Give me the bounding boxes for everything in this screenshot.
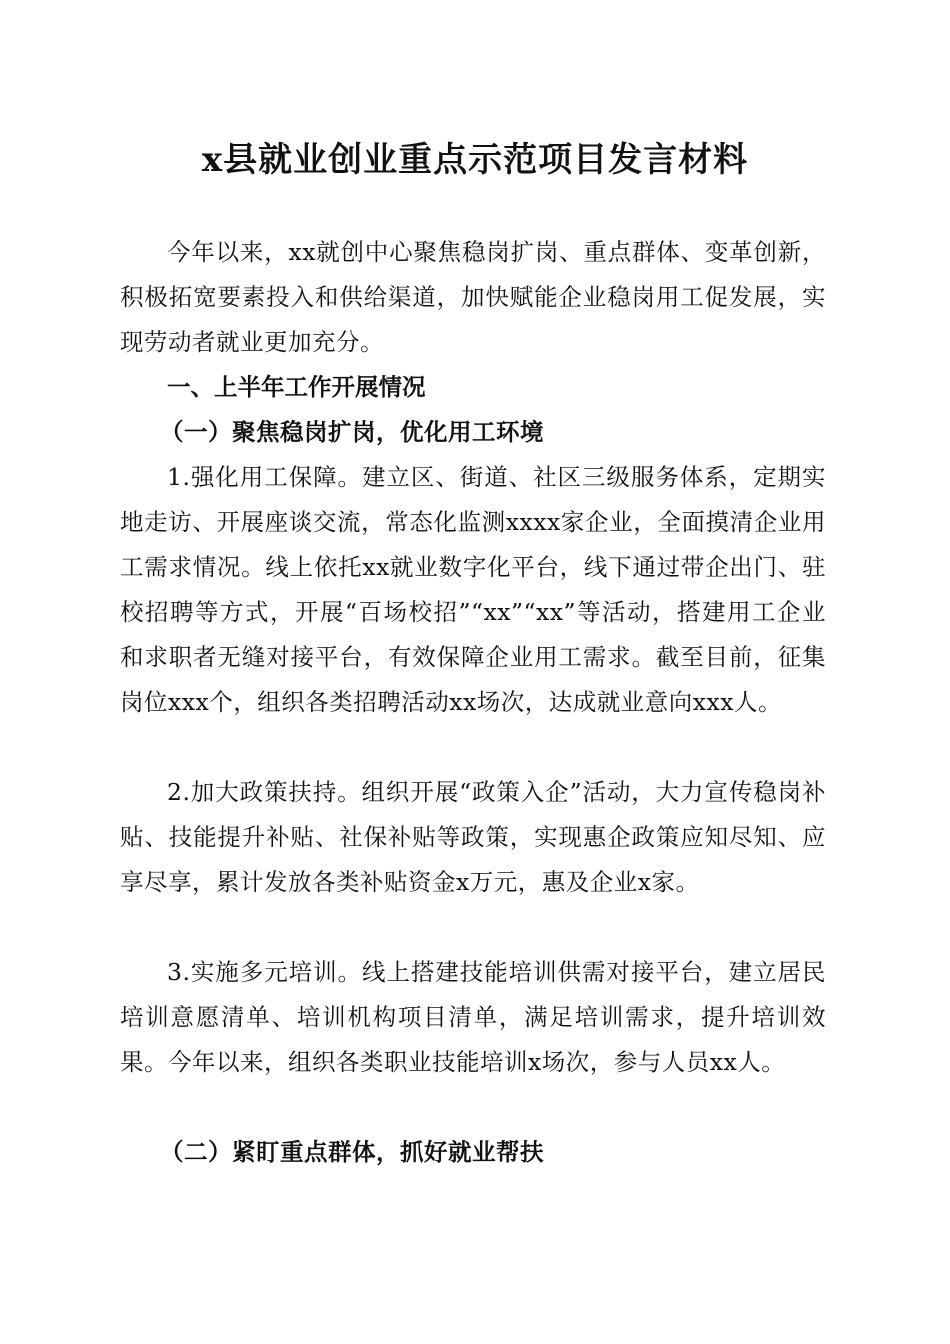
subsection1-heading: （一）聚焦稳岗扩岗，优化用工环境 [160,418,544,446]
intro-paragraph: 今年以来，xx就创中心聚焦稳岗扩岗、重点群体、变革创新，积极拓宽要素投入和供给渠道，加快赋能企业稳岗用工促发展，实现劳动者就业更加充分。 [120,238,826,356]
item1-paragraph: 1.强化用工保障。建立区、街道、社区三级服务体系，定期实地走访、开展座谈交流，常态化监测xxxx家企业，全面摸清企业用工需求情况。线上依托xx就业数字化平台，线下通过带企出门、驻校招聘等方式，开展“百场校招”“xx”“xx”等活动，搭建用工企业和求职者无缝对接平台，有效保障企业用工需求。截至目前，征集岗位xxx个，组织各类招聘活动xx场次，达成就业意向xxx人。 [120,463,826,716]
document-title: x县就业创业重点示范项目发言材料 [201,140,749,180]
item2-paragraph: 2.加大政策扶持。组织开展“政策入企”活动，大力宣传稳岗补贴、技能提升补贴、社保补贴等政策，实现惠企政策应知尽知、应享尽享，累计发放各类补贴资金x万元，惠及企业x家。 [120,778,826,896]
section1-heading: 一、上半年工作开展情况 [167,373,426,401]
subsection2-heading: （二）紧盯重点群体，抓好就业帮扶 [160,1138,544,1166]
item3-paragraph: 3.实施多元培训。线上搭建技能培训供需对接平台，建立居民培训意愿清单、培训机构项目清单，满足培训需求，提升培训效果。今年以来，组织各类职业技能培训x场次，参与人员xx人。 [120,958,826,1076]
